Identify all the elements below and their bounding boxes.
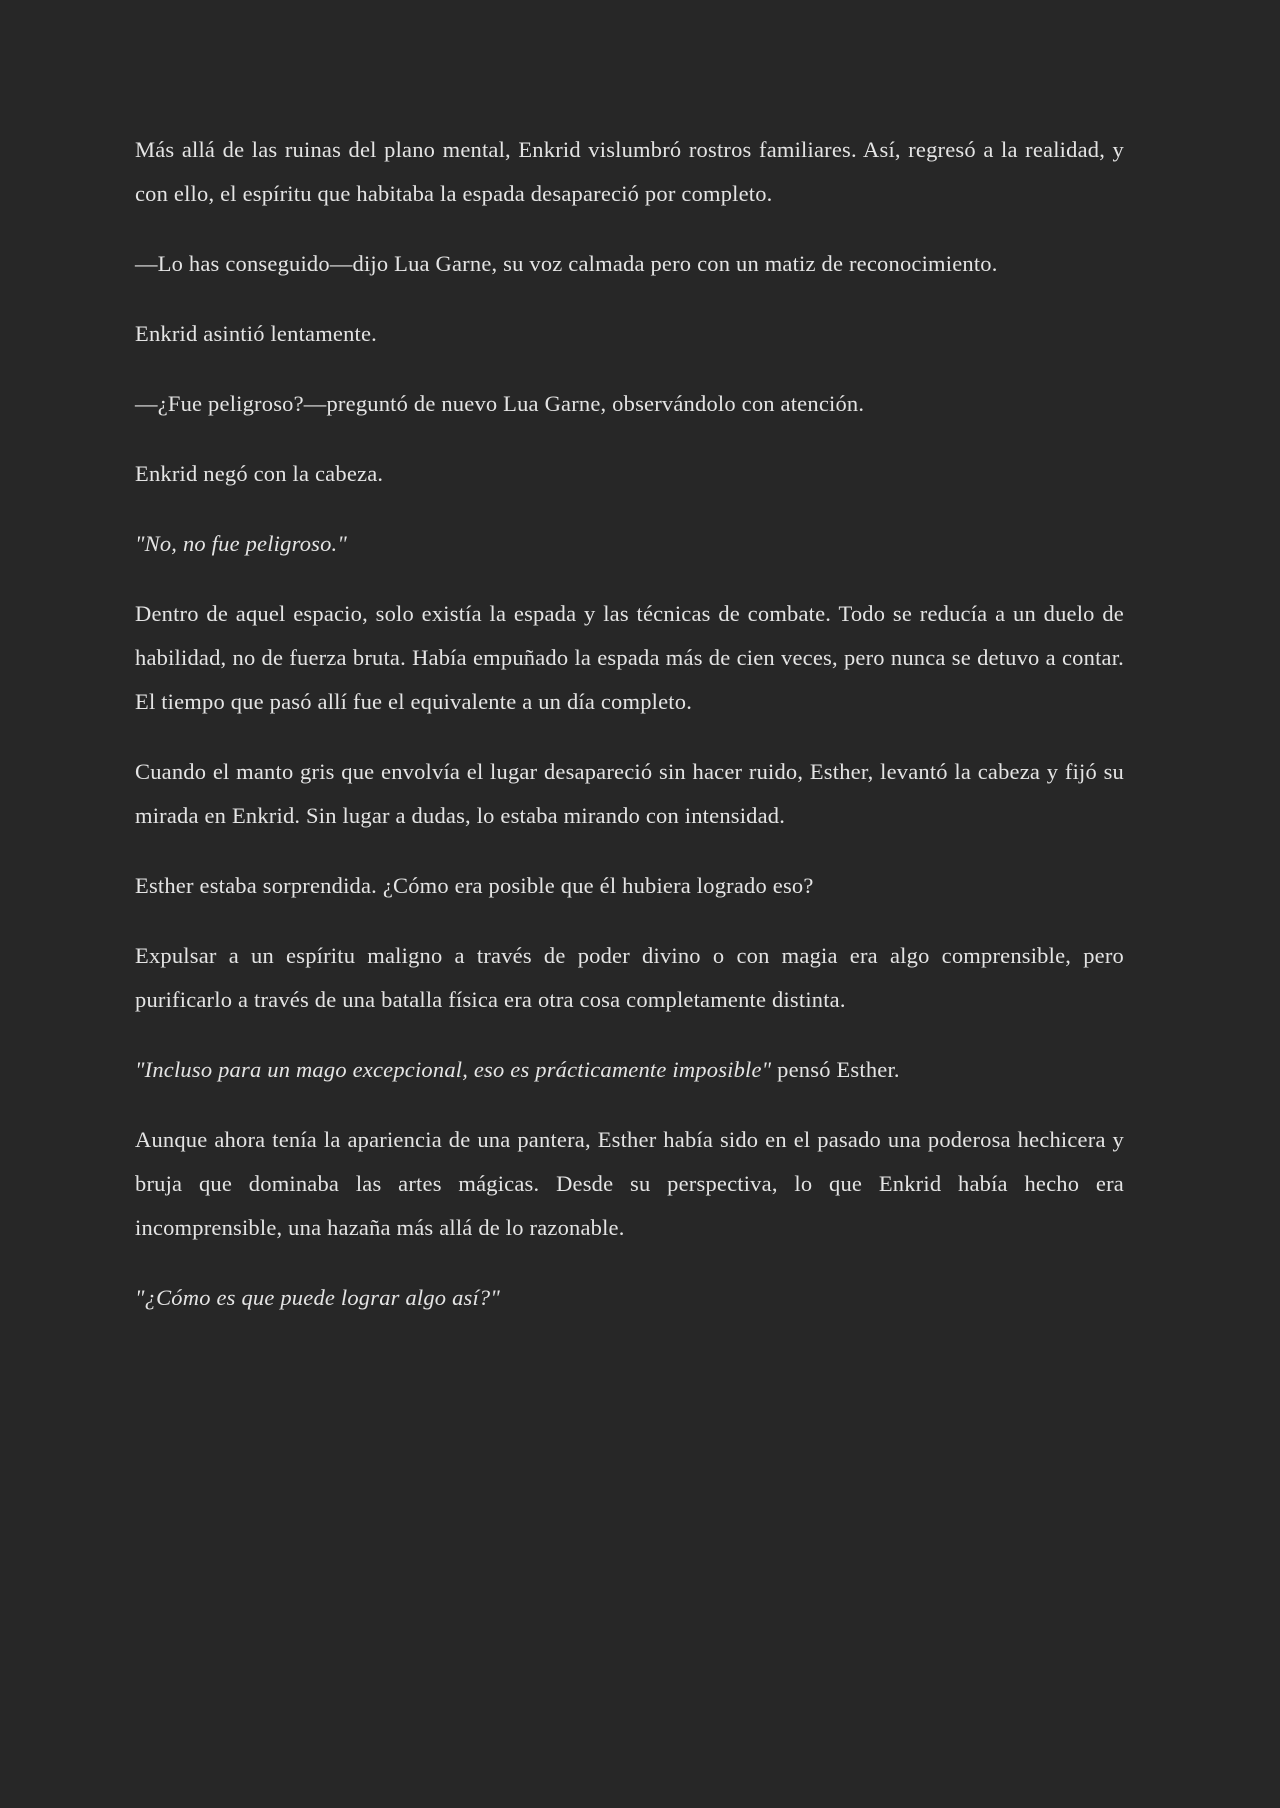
paragraph-narration: Enkrid negó con la cabeza. — [135, 461, 384, 486]
paragraph-thought-with-attribution — [135, 1048, 1124, 1092]
paragraph-thought-quote: "¿Cómo es que puede lograr algo así?" — [135, 1285, 501, 1310]
paragraph-dialogue: —Lo has conseguido—dijo Lua Garne, su voz calmada pero con un matiz de reconocimiento. — [135, 251, 998, 276]
paragraph-dialogue: —¿Fue peligroso?—preguntó de nuevo Lua Garne, observándolo con atención. — [135, 391, 865, 416]
paragraph-narration: Esther estaba sorprendida. ¿Cómo era posible que él hubiera logrado eso? — [135, 873, 814, 898]
paragraph-thought-quote: "No, no fue peligroso." — [135, 531, 348, 556]
paragraph-narration: Cuando el manto gris que envolvía el lugar desapareció sin hacer ruido, Esther, levantó la cabeza y fijó su mirada en Enkrid. Sin lugar a dudas, lo estaba mirando con intensidad. — [135, 759, 1124, 828]
paragraph-narration: Aunque ahora tenía la apariencia de una pantera, Esther había sido en el pasado una poderosa hechicera y bruja que dominaba las artes mágicas. Desde su perspectiva, lo que Enkrid había hecho era incomprensible, una hazaña más allá de lo razonable. — [135, 1127, 1124, 1240]
paragraph-narration: Dentro de aquel espacio, solo existía la espada y las técnicas de combate. Todo se reducía a un duelo de habilidad, no de fuerza bruta. Había empuñado la espada más de cien veces, pero nunca se detuvo a contar. El tiempo que pasó allí fue el equivalente a un día completo. — [135, 601, 1124, 714]
paragraph-narration: Enkrid asintió lentamente. — [135, 321, 378, 346]
thought-quote-text: "Incluso para un mago excepcional, eso es prácticamente imposible" — [135, 1057, 772, 1082]
paragraph-narration: Más allá de las ruinas del plano mental, Enkrid vislumbró rostros familiares. Así, regresó a la realidad, y con ello, el espíritu que habitaba la espada desapareció por completo. — [135, 137, 1124, 206]
paragraph-narration: Expulsar a un espíritu maligno a través de poder divino o con magia era algo comprensible, pero purificarlo a través de una batalla física era otra cosa completamente distinta. — [135, 943, 1124, 1012]
thought-attribution-text: pensó Esther. — [771, 1057, 900, 1082]
